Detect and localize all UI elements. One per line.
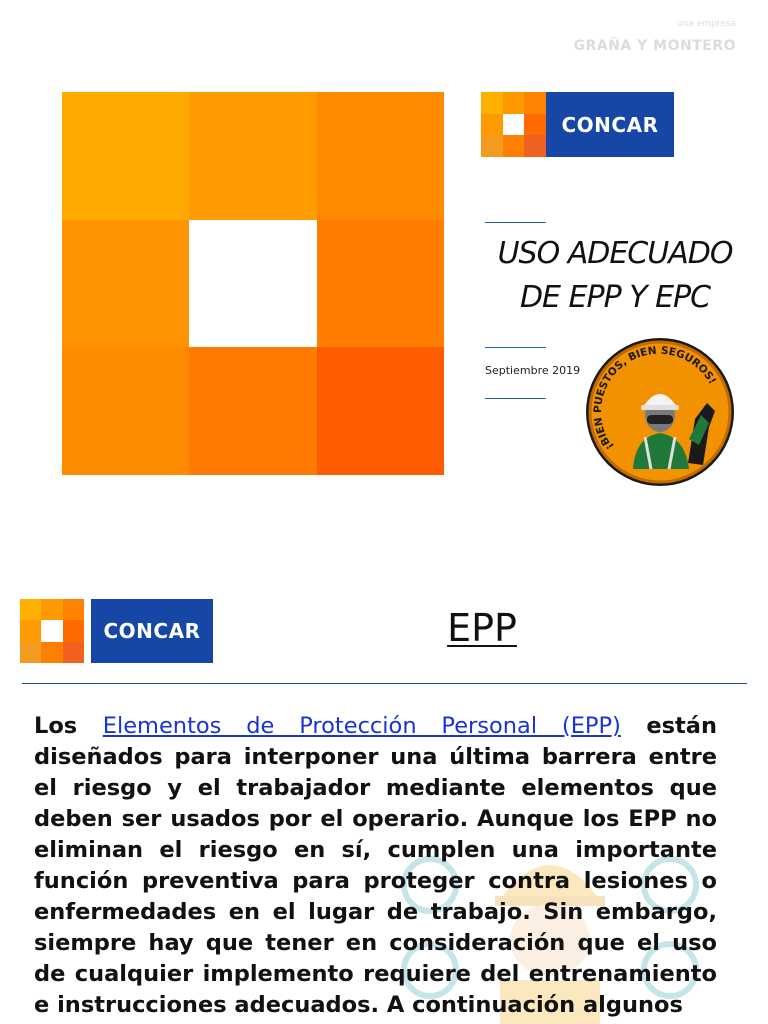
body-prefix: Los — [34, 713, 103, 739]
logo-tile — [481, 135, 503, 157]
logo-tile — [503, 114, 525, 136]
logo-tile — [20, 642, 41, 663]
logo-tiles-icon — [20, 599, 84, 663]
logo-tile — [524, 92, 546, 114]
mosaic-tile — [189, 347, 316, 475]
logo-tile — [524, 114, 546, 136]
parent-brand-small: una empresa — [676, 19, 736, 29]
section-body — [34, 711, 717, 1021]
logo-tile — [41, 642, 62, 663]
logo-tile — [41, 599, 62, 620]
logo-wordmark: CONCAR — [91, 599, 213, 663]
mosaic-tile — [189, 92, 316, 220]
epp-link[interactable]: Elementos de Protección Personal (EPP) — [102, 713, 621, 739]
cover-title-line2: DE EPP Y EPC — [519, 280, 711, 315]
logo-wordmark: CONCAR — [546, 92, 674, 157]
parent-brand-name: GRAÑA Y MONTERO — [573, 38, 736, 55]
divider-line — [485, 398, 546, 399]
logo-tile — [41, 620, 62, 641]
cover-date: Septiembre 2019 — [485, 364, 581, 377]
logo-tile — [481, 114, 503, 136]
mosaic-center-tile — [189, 220, 316, 348]
safety-badge-icon — [585, 337, 735, 487]
badge-text: ¡BIEN PUESTOS, BIEN SEGUROS! — [591, 344, 719, 453]
logo-tile — [63, 620, 84, 641]
concar-logo-cover — [481, 92, 674, 157]
mosaic-tile — [62, 347, 189, 475]
concar-logo-section — [20, 599, 213, 663]
logo-tile — [20, 599, 41, 620]
mosaic-tile — [317, 347, 444, 475]
mosaic-tile — [317, 92, 444, 220]
logo-tiles-icon — [481, 92, 546, 157]
logo-tile — [503, 92, 525, 114]
cover-title — [482, 232, 748, 320]
logo-tile — [20, 620, 41, 641]
body-rest: están diseñados para interponer una última barrera entre el riesgo y el trabajador mediante elementos que deben ser usados por el operario. Aunque los EPP no eliminan el riesgo en sí, cumplen una importante función preventiva para proteger contra lesiones o enfermedades en el lugar de trabajo. Sin embargo, siempre hay que tener en consideración que el uso de cualquier implemento requiere del entrenamiento e instrucciones adecuados. A continuación algunos — [34, 713, 718, 1018]
divider-line — [485, 347, 546, 348]
logo-tile — [63, 599, 84, 620]
mosaic-tile — [317, 220, 444, 348]
logo-tile — [481, 92, 503, 114]
mosaic-tile — [62, 92, 189, 220]
logo-tile — [524, 135, 546, 157]
orange-mosaic-graphic — [62, 92, 444, 475]
logo-tile — [63, 642, 84, 663]
divider-line — [485, 222, 546, 223]
parent-brand — [574, 16, 736, 60]
section-heading: EPP — [447, 606, 517, 650]
section-rule — [22, 683, 747, 684]
cover-title-line1: USO ADECUADO — [497, 236, 733, 271]
logo-tile — [503, 135, 525, 157]
mosaic-tile — [62, 220, 189, 348]
